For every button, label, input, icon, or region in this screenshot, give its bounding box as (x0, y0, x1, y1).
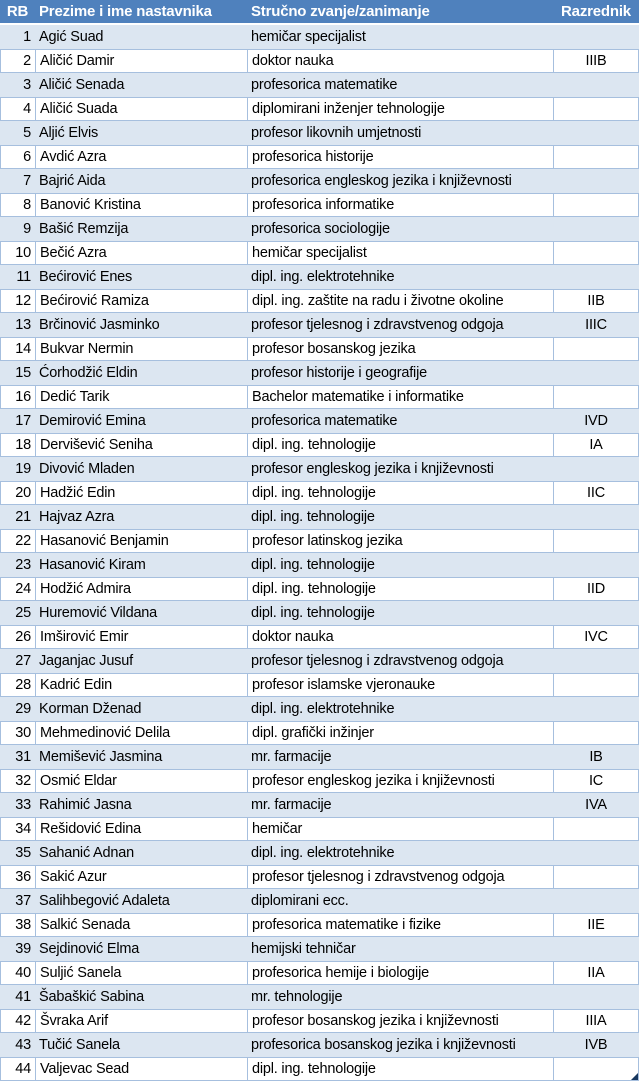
cell-name[interactable]: Avdić Azra (35, 146, 247, 168)
table-row (0, 745, 639, 769)
cell-name[interactable]: Dervišević Seniha (35, 434, 247, 456)
cell-razrednik[interactable] (553, 217, 639, 241)
cell-name[interactable]: Agić Suad (39, 29, 104, 45)
cell-razrednik[interactable] (553, 457, 639, 481)
cell-title[interactable]: profesor tjelesnog i zdravstvenog odgoja (251, 317, 504, 333)
cell-rb[interactable]: 3 (23, 77, 31, 93)
cell-title[interactable]: profesor tjelesnog i zdravstvenog odgoja (247, 866, 553, 888)
cell-razrednik[interactable] (553, 361, 639, 385)
table-row (0, 457, 639, 481)
cell-title[interactable]: Bachelor matematike i informatike (247, 386, 553, 408)
cell-title[interactable]: mr. farmacije (251, 797, 332, 813)
cell-name[interactable]: Bašić Remzija (39, 221, 129, 237)
cell-title[interactable]: dipl. ing. elektrotehnike (251, 845, 395, 861)
cell-rb[interactable]: 43 (15, 1037, 31, 1053)
cell-razrednik[interactable] (553, 985, 639, 1009)
table-row (0, 409, 639, 433)
table-row (0, 553, 639, 577)
cell-name[interactable]: Bajrić Aida (39, 173, 106, 189)
cell-razrednik[interactable]: IIB (553, 290, 639, 312)
cell-rb[interactable]: 26 (0, 626, 35, 648)
cell-title[interactable]: hemičar specijalist (251, 29, 366, 45)
cell-name[interactable]: Bećirović Enes (39, 269, 133, 285)
cell-name[interactable]: Divović Mladen (39, 461, 135, 477)
cell-razrednik[interactable] (553, 386, 639, 408)
table-row (0, 337, 639, 361)
cell-razrednik[interactable] (553, 553, 639, 577)
table-row (0, 673, 639, 697)
cell-name[interactable]: Demirović Emina (39, 413, 146, 429)
cell-name[interactable]: Memišević Jasmina (39, 749, 163, 765)
table-row (0, 169, 639, 193)
cell-rb[interactable]: 44 (0, 1058, 35, 1080)
cell-title[interactable]: diplomirani ecc. (251, 893, 349, 909)
cell-rb[interactable]: 21 (15, 509, 31, 525)
cell-name[interactable]: Salihbegović Adaleta (39, 893, 170, 909)
cell-name[interactable]: Valjevac Sead (35, 1058, 247, 1080)
cell-name[interactable]: Hajvaz Azra (39, 509, 115, 525)
cell-name[interactable]: Aličić Senada (39, 77, 125, 93)
table-row (0, 289, 639, 313)
cell-name[interactable]: Korman Dženad (39, 701, 142, 717)
table-row (0, 1009, 639, 1033)
table-row (0, 937, 639, 961)
cell-razrednik[interactable] (553, 98, 639, 120)
table-body (0, 25, 639, 1081)
cell-title[interactable]: profesor bosanskog jezika (247, 338, 553, 360)
cell-razrednik[interactable]: IIIA (553, 1010, 639, 1032)
table-row (0, 385, 639, 409)
cell-name[interactable]: Banović Kristina (35, 194, 247, 216)
table-row (0, 217, 639, 241)
column-header-title[interactable]: Stručno zvanje/zanimanje (251, 3, 430, 20)
column-header-rb[interactable]: RB (6, 3, 29, 20)
cell-razrednik[interactable]: IID (553, 578, 639, 600)
cell-title[interactable]: mr. tehnologije (251, 989, 343, 1005)
cell-rb[interactable]: 15 (15, 365, 31, 381)
cell-rb[interactable]: 13 (15, 317, 31, 333)
table-row (0, 145, 639, 169)
table-row (0, 841, 639, 865)
cell-razrednik[interactable] (553, 338, 639, 360)
cell-rb[interactable]: 42 (0, 1010, 35, 1032)
table-row (0, 985, 639, 1009)
cell-rb[interactable]: 19 (15, 461, 31, 477)
cell-rb[interactable]: 7 (23, 173, 31, 189)
cell-razrednik[interactable]: IVB (584, 1037, 608, 1053)
table-row (0, 241, 639, 265)
cell-rb[interactable]: 12 (0, 290, 35, 312)
table-row (0, 529, 639, 553)
cell-razrednik[interactable] (553, 841, 639, 865)
cell-name[interactable]: Suljić Sanela (35, 962, 247, 984)
table-row (0, 649, 639, 673)
cell-title[interactable]: dipl. ing. tehnologije (251, 605, 375, 621)
cell-rb[interactable]: 23 (15, 557, 31, 573)
cell-rb[interactable]: 34 (0, 818, 35, 840)
cell-name[interactable]: Hodžić Admira (35, 578, 247, 600)
cell-razrednik[interactable] (553, 1058, 639, 1080)
cell-name[interactable]: Jaganjac Jusuf (39, 653, 133, 669)
table-row (0, 961, 639, 985)
cell-title[interactable]: hemičar (247, 818, 553, 840)
cell-rb[interactable]: 30 (0, 722, 35, 744)
cell-title[interactable]: profesorica hemije i biologije (247, 962, 553, 984)
table-row (0, 97, 639, 121)
column-header-razrednik[interactable]: Razrednik (561, 3, 631, 20)
table-row (0, 889, 639, 913)
cell-razrednik[interactable] (553, 169, 639, 193)
cell-name[interactable]: Sakić Azur (35, 866, 247, 888)
cell-rb[interactable]: 18 (0, 434, 35, 456)
table-row (0, 601, 639, 625)
cell-rb[interactable]: 4 (0, 98, 35, 120)
cell-razrednik[interactable]: IIIB (553, 50, 639, 72)
cell-title[interactable]: profesorica matematike (251, 413, 398, 429)
cell-name[interactable]: Imširović Emir (35, 626, 247, 648)
cell-razrednik[interactable] (553, 242, 639, 264)
cell-rb[interactable]: 2 (0, 50, 35, 72)
table-row (0, 505, 639, 529)
cell-rb[interactable]: 1 (23, 29, 31, 45)
cell-rb[interactable]: 28 (0, 674, 35, 696)
cell-razrednik[interactable]: IVC (553, 626, 639, 648)
cell-rb[interactable]: 39 (15, 941, 31, 957)
table-row (0, 25, 639, 49)
table-row (0, 433, 639, 457)
cell-razrednik[interactable] (553, 937, 639, 961)
cell-name[interactable]: Ćorhodžić Eldin (39, 365, 138, 381)
cell-title[interactable]: profesor likovnih umjetnosti (251, 125, 422, 141)
cell-name[interactable]: Bećirović Ramiza (35, 290, 247, 312)
cell-title[interactable]: dipl. ing. tehnologije (251, 509, 375, 525)
cell-name[interactable]: Huremović Vildana (39, 605, 158, 621)
cell-title[interactable]: hemičar specijalist (247, 242, 553, 264)
cell-name[interactable]: Hadžić Edin (35, 482, 247, 504)
cell-name[interactable]: Rešidović Edina (35, 818, 247, 840)
cell-name[interactable]: Šabaškić Sabina (39, 989, 145, 1005)
cell-razrednik[interactable]: IIA (553, 962, 639, 984)
cell-razrednik[interactable] (553, 530, 639, 552)
cell-rb[interactable]: 22 (0, 530, 35, 552)
cell-razrednik[interactable] (553, 25, 639, 49)
cell-rb[interactable]: 27 (15, 653, 31, 669)
cell-name[interactable]: Rahimić Jasna (39, 797, 132, 813)
cell-razrednik[interactable] (553, 146, 639, 168)
cell-title[interactable]: profesor engleskog jezika i književnosti (251, 461, 494, 477)
cell-rb[interactable]: 29 (15, 701, 31, 717)
table-row (0, 313, 639, 337)
cell-rb[interactable]: 33 (15, 797, 31, 813)
cell-title[interactable]: profesorica bosanskog jezika i književnosti (251, 1037, 516, 1053)
table-row (0, 361, 639, 385)
cell-razrednik[interactable] (553, 194, 639, 216)
cell-name[interactable]: Tučić Sanela (39, 1037, 120, 1053)
cell-rb[interactable]: 38 (0, 914, 35, 936)
cell-razrednik[interactable] (553, 674, 639, 696)
cell-name[interactable]: Aličić Damir (35, 50, 247, 72)
cell-title[interactable]: profesorica engleskog jezika i književnosti (251, 173, 512, 189)
table-row (0, 193, 639, 217)
table-row (0, 769, 639, 793)
column-header-name[interactable]: Prezime i ime nastavnika (39, 3, 212, 20)
cell-rb[interactable]: 6 (0, 146, 35, 168)
cell-title[interactable]: dipl. ing. elektrotehnike (251, 269, 395, 285)
cell-rb[interactable]: 10 (0, 242, 35, 264)
cell-title[interactable]: profesorica sociologije (251, 221, 390, 237)
table-row (0, 817, 639, 841)
cell-razrednik[interactable]: IA (553, 434, 639, 456)
cell-rb[interactable]: 37 (15, 893, 31, 909)
cell-razrednik[interactable]: IIC (553, 482, 639, 504)
cell-razrednik[interactable] (553, 505, 639, 529)
cell-razrednik[interactable]: IC (553, 770, 639, 792)
cell-razrednik[interactable]: IIIC (585, 317, 607, 333)
cell-title[interactable]: diplomirani inženjer tehnologije (247, 98, 553, 120)
cell-name[interactable]: Švraka Arif (35, 1010, 247, 1032)
cell-title[interactable]: dipl. ing. tehnologije (247, 434, 553, 456)
cell-title[interactable]: profesor bosanskog jezika i književnosti (247, 1010, 553, 1032)
cell-razrednik[interactable]: IVD (584, 413, 608, 429)
cell-name[interactable]: Dedić Tarik (35, 386, 247, 408)
cell-title[interactable]: profesor engleskog jezika i književnosti (247, 770, 553, 792)
cell-razrednik[interactable] (553, 73, 639, 97)
cell-title[interactable]: dipl. ing. tehnologije (247, 482, 553, 504)
cell-name[interactable]: Bukvar Nermin (35, 338, 247, 360)
cell-title[interactable]: profesorica matematike (251, 77, 398, 93)
cell-rb[interactable]: 24 (0, 578, 35, 600)
cell-title[interactable]: dipl. ing. zaštite na radu i životne okoline (247, 290, 553, 312)
table-row (0, 73, 639, 97)
cell-rb[interactable]: 31 (15, 749, 31, 765)
cell-razrednik[interactable] (553, 866, 639, 888)
cell-name[interactable]: Salkić Senada (35, 914, 247, 936)
cell-title[interactable]: dipl. ing. tehnologije (247, 1058, 553, 1080)
table-row (0, 49, 639, 73)
cell-title[interactable]: mr. farmacije (251, 749, 332, 765)
cell-rb[interactable]: 5 (23, 125, 31, 141)
cell-title[interactable]: profesorica informatike (247, 194, 553, 216)
cell-rb[interactable]: 11 (16, 269, 31, 285)
cell-razrednik[interactable] (553, 889, 639, 913)
cell-name[interactable]: Hasanović Kiram (39, 557, 146, 573)
cell-name[interactable]: Bečić Azra (35, 242, 247, 264)
cell-name[interactable]: Aličić Suada (35, 98, 247, 120)
cell-rb[interactable]: 20 (0, 482, 35, 504)
table-header-row (0, 0, 639, 25)
cell-razrednik[interactable] (553, 818, 639, 840)
cell-rb[interactable]: 25 (15, 605, 31, 621)
cell-name[interactable]: Aljić Elvis (39, 125, 99, 141)
cell-title[interactable]: dipl. ing. tehnologije (247, 578, 553, 600)
cell-razrednik[interactable] (553, 722, 639, 744)
cell-rb[interactable]: 35 (15, 845, 31, 861)
table-row (0, 121, 639, 145)
cell-rb[interactable]: 36 (0, 866, 35, 888)
cell-title[interactable]: doktor nauka (247, 50, 553, 72)
cell-name[interactable]: Kadrić Edin (35, 674, 247, 696)
cell-razrednik[interactable] (553, 121, 639, 145)
cell-title[interactable]: profesor tjelesnog i zdravstvenog odgoja (251, 653, 504, 669)
cell-name[interactable]: Brčinović Jasminko (39, 317, 160, 333)
cell-rb[interactable]: 14 (0, 338, 35, 360)
cell-razrednik[interactable]: IB (589, 749, 603, 765)
cell-razrednik[interactable] (553, 265, 639, 289)
cell-rb[interactable]: 40 (0, 962, 35, 984)
table-row (0, 625, 639, 649)
cell-title[interactable]: dipl. ing. elektrotehnike (251, 701, 395, 717)
cell-title[interactable]: hemijski tehničar (251, 941, 356, 957)
cell-rb[interactable]: 9 (23, 221, 31, 237)
cell-title[interactable]: dipl. grafički inžinjer (247, 722, 553, 744)
table-row (0, 721, 639, 745)
cell-title[interactable]: profesor latinskog jezika (247, 530, 553, 552)
table-row (0, 913, 639, 937)
table-row (0, 481, 639, 505)
cell-name[interactable]: Osmić Eldar (35, 770, 247, 792)
cell-razrednik[interactable] (553, 697, 639, 721)
cell-razrednik[interactable] (553, 601, 639, 625)
cell-title[interactable]: profesorica historije (247, 146, 553, 168)
cell-name[interactable]: Hasanović Benjamin (35, 530, 247, 552)
table-row (0, 1057, 639, 1081)
cell-title[interactable]: doktor nauka (247, 626, 553, 648)
cell-rb[interactable]: 32 (0, 770, 35, 792)
cell-razrednik[interactable]: IIE (553, 914, 639, 936)
table-row (0, 1033, 639, 1057)
cell-rb[interactable]: 8 (0, 194, 35, 216)
table-resize-handle-icon[interactable] (631, 1073, 638, 1080)
cell-title[interactable]: profesor islamske vjeronauke (247, 674, 553, 696)
table-row (0, 697, 639, 721)
table-row (0, 793, 639, 817)
cell-title[interactable]: dipl. ing. tehnologije (251, 557, 375, 573)
cell-name[interactable]: Mehmedinović Delila (35, 722, 247, 744)
table-row (0, 577, 639, 601)
cell-rb[interactable]: 16 (0, 386, 35, 408)
cell-rb[interactable]: 41 (15, 989, 31, 1005)
cell-title[interactable]: profesorica matematike i fizike (247, 914, 553, 936)
cell-name[interactable]: Sejdinović Elma (39, 941, 140, 957)
cell-title[interactable]: profesor historije i geografije (251, 365, 427, 381)
cell-razrednik[interactable]: IVA (585, 797, 607, 813)
cell-rb[interactable]: 17 (15, 413, 31, 429)
table-row (0, 865, 639, 889)
cell-name[interactable]: Sahanić Adnan (39, 845, 134, 861)
cell-razrednik[interactable] (553, 649, 639, 673)
table-row (0, 265, 639, 289)
